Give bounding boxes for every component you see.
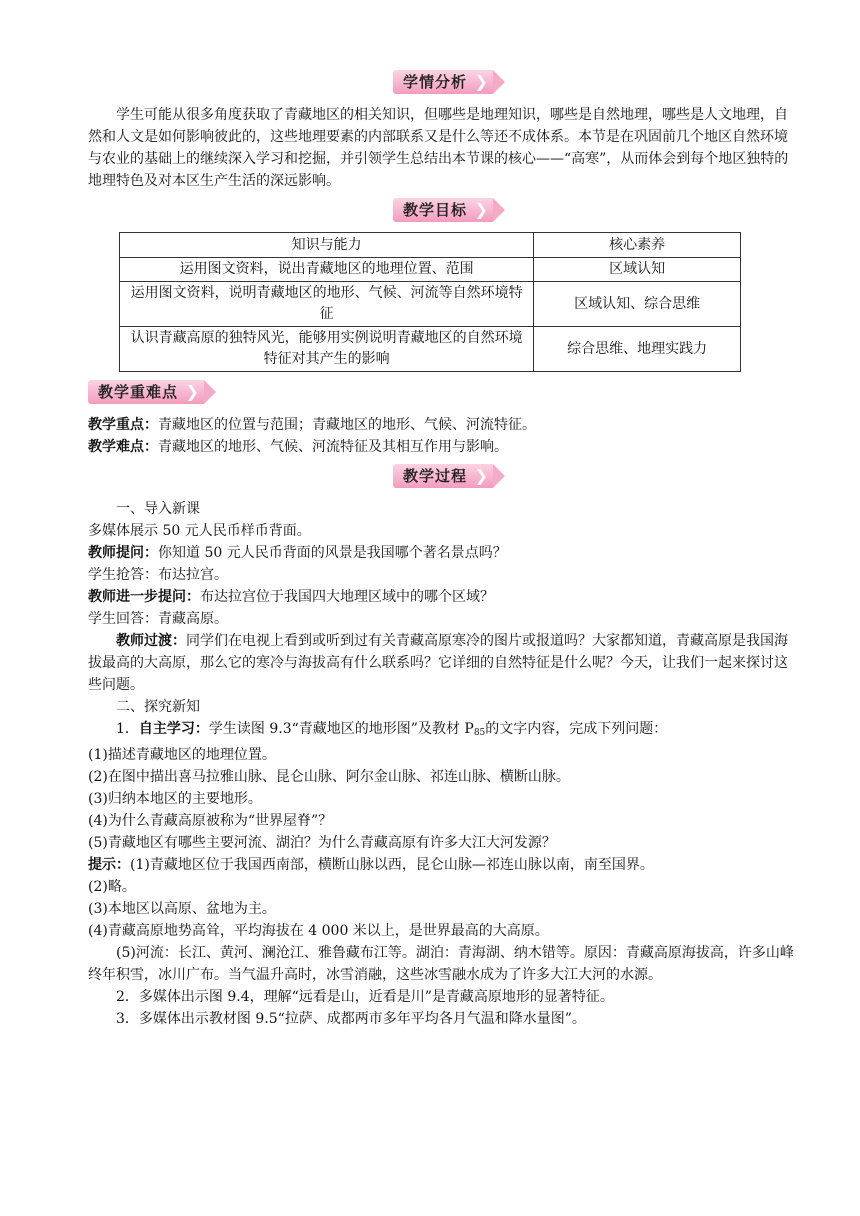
hint-line: (3)本地区以高原、盆地为主。 [88, 901, 276, 917]
question-item: (5)青藏地区有哪些主要河流、湖泊？为什么青藏高原有许多大江大河发源？ [88, 835, 556, 851]
student-answer: 学生回答：青藏高原。 [88, 611, 228, 627]
question-item: (4)为什么青藏高原被称为“世界屋脊”？ [88, 813, 333, 829]
table-cell: 区域认知 [534, 258, 741, 282]
focus-text: 青藏地区的位置与范围；青藏地区的地形、气候、河流特征。 [158, 417, 536, 433]
table-cell: 综合思维、地理实践力 [534, 327, 741, 372]
heading-explore: 二、探究新知 [116, 699, 200, 715]
text-line: 多媒体展示 50 元人民币样币背面。 [88, 523, 311, 539]
difficulty-text: 青藏地区的地形、气候、河流特征及其相互作用与影响。 [158, 439, 508, 455]
focus-line [88, 414, 798, 436]
table-header-cell: 核心素养 [534, 233, 741, 258]
section-title: 学情分析 [402, 73, 467, 91]
table-row [120, 258, 741, 282]
hint-line: (2)略。 [88, 879, 136, 895]
question-item: (1)描述青藏地区的地理位置。 [88, 747, 276, 763]
chevron-right-icon: ❯ [185, 382, 201, 401]
section-header-process [88, 464, 798, 492]
hint-line: (4)青藏高原地势高耸，平均海拔在 4 000 米以上，是世界最高的大高原。 [88, 923, 549, 939]
heading-intro: 一、导入新课 [116, 501, 200, 517]
section-header-goals [88, 198, 798, 226]
table-cell: 运用图文资料，说出青藏地区的地理位置、范围 [120, 258, 534, 282]
goals-table [119, 232, 741, 372]
difficulty-line [88, 436, 798, 458]
focus-label: 教学重点： [88, 417, 158, 433]
difficulty-label: 教学难点： [88, 439, 158, 455]
question-item: (2)在图中描出喜马拉雅山脉、昆仑山脉、阿尔金山脉、祁连山脉、横断山脉。 [88, 769, 570, 785]
table-cell: 运用图文资料，说明青藏地区的地形、气候、河流等自然环境特征 [120, 282, 534, 327]
section-header-analysis [88, 70, 798, 98]
teacher-transition: 教师过渡：同学们在电视上看到或听到过有关青藏高原寒冷的图片或报道吗？大家都知道，青藏高原是我国海拔最高的大高原，那么它的寒冷与海拔高有什么联系吗？它详细的自然特征是什么呢？今天，让我们一起来探讨这些问题。 [88, 633, 788, 693]
document-page [88, 68, 798, 1030]
table-row [120, 327, 741, 372]
section-title: 教学目标 [402, 201, 467, 219]
analysis-paragraph: 学生可能从很多角度获取了青藏地区的相关知识，但哪些是地理知识，哪些是自然地理，哪些是人文地理，自然和人文是如何影响彼此的，这些地理要素的内部联系又是什么等还不成体系。本节是在巩固前几个地区自然环境与农业的基础上的继续深入学习和挖掘，并引领学生总结出本节课的核心——“高寒”，从而体会到每个地区独特的地理特色及对本区生产生活的深远影响。 [88, 107, 789, 189]
hint-line: (5)河流：长江、黄河、澜沧江、雅鲁藏布江等。湖泊：青海湖、纳木错等。原因：青藏高原海拔高，许多山峰终年积雪，冰川广布。当气温升高时，冰雪消融，这些冰雪融水成为了许多大江大河的水源。 [88, 945, 794, 983]
teacher-question: 教师提问：你知道 50 元人民币背面的风景是我国哪个著名景点吗？ [88, 545, 507, 561]
hint-line: 提示：(1)青藏地区位于我国西南部，横断山脉以西，昆仑山脉—祁连山脉以南，南至国界。 [88, 857, 654, 873]
table-header-cell: 知识与能力 [120, 233, 534, 258]
table-row [120, 282, 741, 327]
self-study-line: 1．自主学习：学生读图 9.3“青藏地区的地形图”及教材 $P_{85}$的文字内容，完成下列问题： [116, 721, 668, 738]
table-cell: 认识青藏高原的独特风光，能够用实例说明青藏地区的自然环境特征对其产生的影响 [120, 327, 534, 372]
teacher-question: 教师进一步提问：布达拉宫位于我国四大地理区域中的哪个区域？ [88, 589, 494, 605]
section-title: 教学重难点 [98, 383, 179, 401]
section-header-key-points [88, 380, 798, 408]
table-header-row [120, 233, 741, 258]
chevron-right-icon: ❯ [474, 200, 489, 219]
step-line: 3．多媒体出示教材图 9.5“拉萨、成都两市多年平均各月气温和降水量图”。 [116, 1011, 586, 1027]
chevron-right-icon: ❯ [474, 466, 489, 485]
section-title: 教学过程 [402, 467, 467, 485]
question-item: (3)归纳本地区的主要地形。 [88, 791, 262, 807]
table-cell: 区域认知、综合思维 [534, 282, 741, 327]
chevron-right-icon: ❯ [474, 72, 489, 91]
step-line: 2．多媒体出示图 9.4，理解“远看是山，近看是川”是青藏高原地形的显著特征。 [116, 989, 614, 1005]
student-answer: 学生抢答：布达拉宫。 [88, 567, 228, 583]
